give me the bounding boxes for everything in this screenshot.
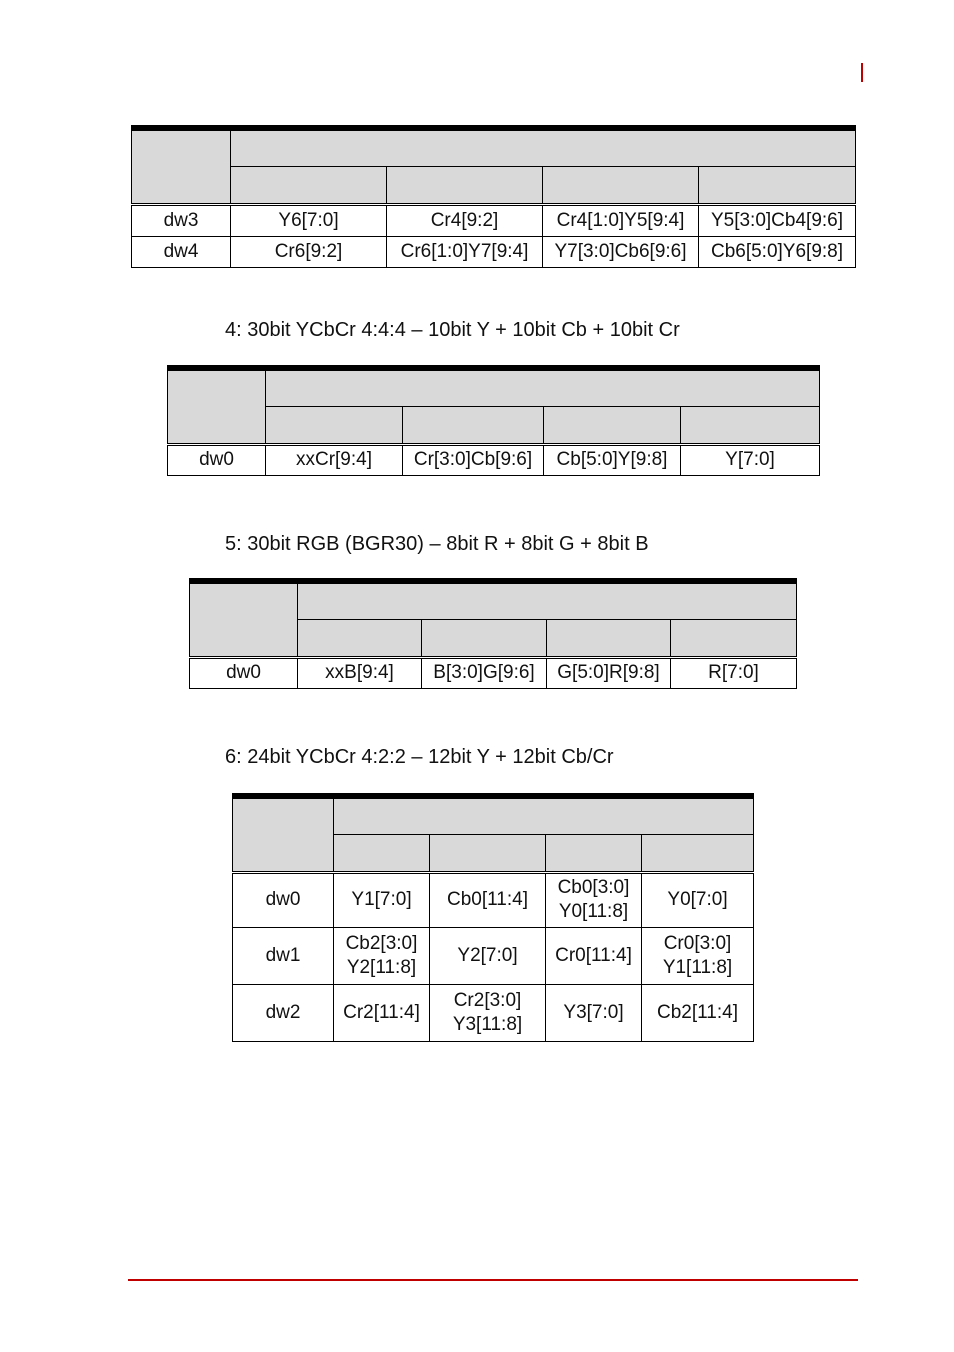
table-cell: Cr4[9:2]: [387, 204, 543, 236]
table-row: [168, 444, 820, 475]
table-row: [132, 236, 856, 267]
table-cell: Y6[7:0]: [231, 204, 387, 236]
footer-rule: [128, 1279, 858, 1281]
header-cell: [190, 581, 298, 657]
header-cell: [543, 166, 699, 204]
page-marker: [861, 63, 863, 82]
table-cell: Cr4[1:0]Y5[9:4]: [543, 204, 699, 236]
header-cell: [387, 166, 543, 204]
table-cell: [334, 872, 430, 927]
table-caption: 6: 24bit YCbCr 4:2:2 – 12bit Y + 12bit Cb/Cr: [225, 746, 614, 768]
table-cell: [642, 927, 754, 984]
table-cell: [642, 984, 754, 1041]
cell-line: Cb2[3:0]: [345, 932, 418, 954]
header-cell: [671, 619, 797, 657]
cell-line: Y1[7:0]: [351, 889, 412, 910]
row-label: dw1: [233, 927, 334, 984]
table-cell: Y7[3:0]Cb6[9:6]: [543, 236, 699, 267]
row-label: dw2: [233, 984, 334, 1041]
table-cell: Cr[3:0]Cb[9:6]: [403, 444, 544, 475]
header-cell: [233, 796, 334, 872]
header-cell: [430, 834, 546, 872]
cell-line: Y1[11:8]: [662, 956, 733, 978]
table-cell: [430, 984, 546, 1041]
row-label: dw0: [190, 657, 298, 688]
table-row: [233, 872, 754, 927]
table-cell: Cr6[1:0]Y7[9:4]: [387, 236, 543, 267]
header-cell: [298, 581, 797, 619]
cell-line: Cr2[3:0]: [453, 989, 522, 1011]
cell-line: Cb2[11:4]: [657, 1001, 738, 1023]
table-cell: [546, 927, 642, 984]
cell-line: Y3[11:8]: [452, 1013, 523, 1035]
row-label: dw0: [233, 872, 334, 927]
table-cell: [546, 872, 642, 927]
header-cell: [266, 368, 820, 406]
cell-line: Y2[7:0]: [457, 944, 518, 966]
table-row: [233, 927, 754, 984]
table-cell: B[3:0]G[9:6]: [422, 657, 547, 688]
table-cell: Cb6[5:0]Y6[9:8]: [699, 236, 856, 267]
table-caption: 5: 30bit RGB (BGR30) – 8bit R + 8bit G + 8bit B: [225, 533, 649, 555]
table-cell: [546, 984, 642, 1041]
header-cell: [403, 406, 544, 444]
header-cell: [231, 166, 387, 204]
row-label: dw0: [168, 444, 266, 475]
cell-line: Cr2[11:4]: [343, 1001, 420, 1023]
cell-line: Y0[7:0]: [667, 889, 728, 910]
cell-line: Y2[11:8]: [346, 956, 417, 978]
cell-line: Cr0[3:0]: [663, 932, 732, 954]
table-caption: 4: 30bit YCbCr 4:4:4 – 10bit Y + 10bit Cb + 10bit Cr: [225, 319, 680, 341]
table-cell: [430, 872, 546, 927]
table-cell: Cr6[9:2]: [231, 236, 387, 267]
header-cell: [544, 406, 681, 444]
cell-line: Cb0[3:0]: [557, 877, 630, 898]
header-cell: [168, 368, 266, 444]
header-cell: [266, 406, 403, 444]
table-cell: [642, 872, 754, 927]
table-cell: [334, 984, 430, 1041]
row-label: dw3: [132, 204, 231, 236]
table-cell: xxB[9:4]: [298, 657, 422, 688]
cell-line: Cr0[11:4]: [555, 944, 632, 966]
header-cell: [699, 166, 856, 204]
pixel-format-table-30bit-rgb: [189, 578, 797, 689]
header-cell: [642, 834, 754, 872]
table-cell: Y5[3:0]Cb4[9:6]: [699, 204, 856, 236]
header-cell: [546, 834, 642, 872]
header-cell: [334, 834, 430, 872]
table-cell: [334, 927, 430, 984]
cell-line: Y3[7:0]: [563, 1001, 624, 1023]
table-cell: Cb[5:0]Y[9:8]: [544, 444, 681, 475]
header-cell: [422, 619, 547, 657]
table-row: [132, 204, 856, 236]
header-cell: [298, 619, 422, 657]
table-row: [233, 984, 754, 1041]
header-cell: [547, 619, 671, 657]
header-cell: [681, 406, 820, 444]
table-cell: Y[7:0]: [681, 444, 820, 475]
pixel-format-table-continued: [131, 125, 856, 268]
header-cell: [231, 128, 856, 166]
cell-line: Y0[11:8]: [558, 901, 629, 922]
cell-line: Cb0[11:4]: [447, 889, 528, 910]
table-cell: R[7:0]: [671, 657, 797, 688]
table-cell: [430, 927, 546, 984]
header-cell: [132, 128, 231, 204]
header-cell: [334, 796, 754, 834]
table-row: [190, 657, 797, 688]
row-label: dw4: [132, 236, 231, 267]
table-cell: G[5:0]R[9:8]: [547, 657, 671, 688]
table-cell: xxCr[9:4]: [266, 444, 403, 475]
pixel-format-table-24bit-ycbcr422: [232, 793, 754, 1042]
pixel-format-table-30bit-ycbcr444: [167, 365, 820, 476]
